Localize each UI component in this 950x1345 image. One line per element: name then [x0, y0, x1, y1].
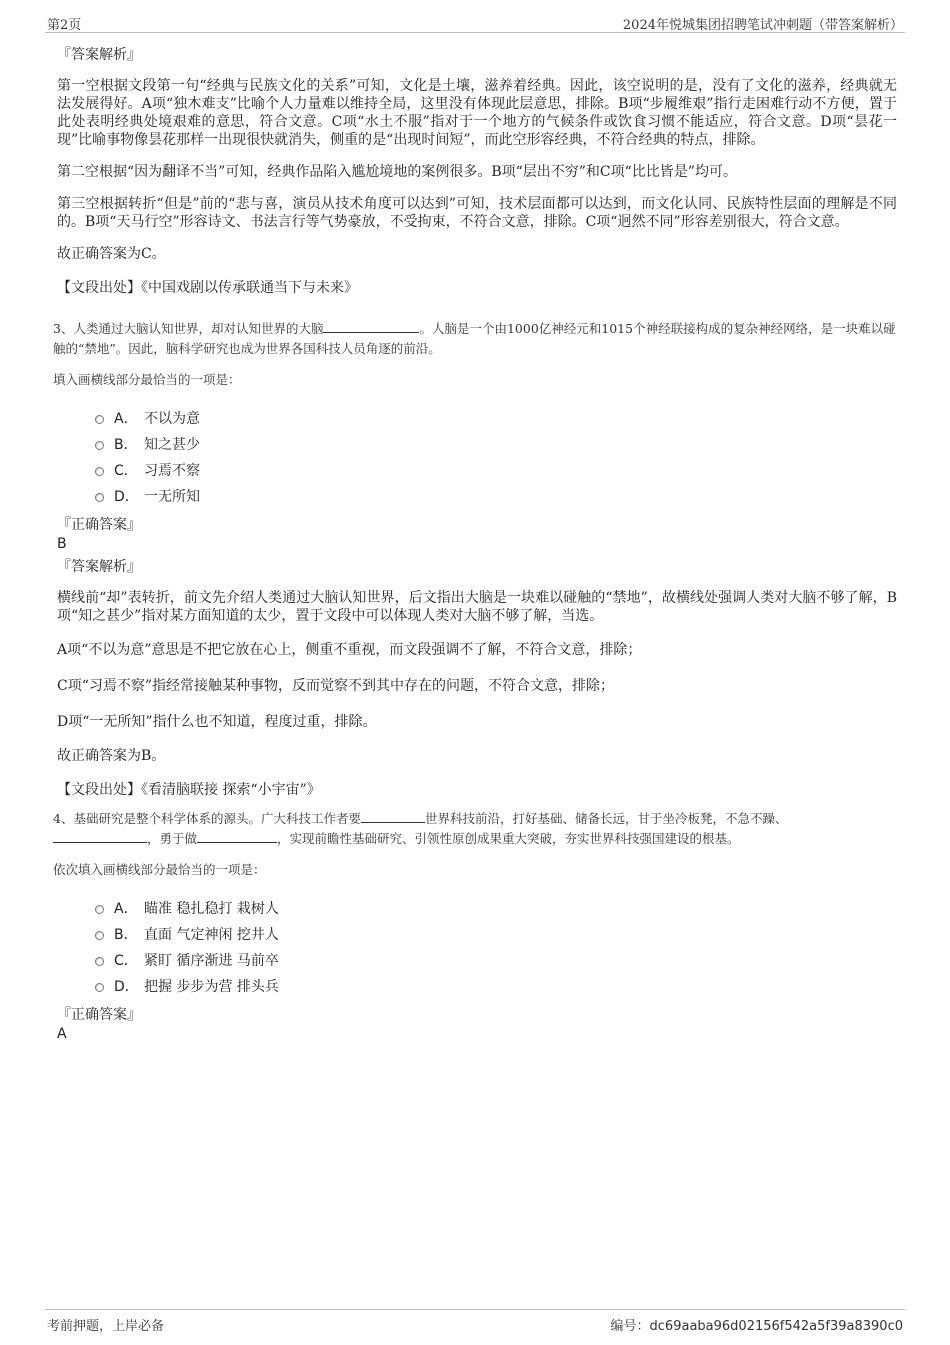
document-title: 2024年悦城集团招聘笔试冲刺题（带答案解析）	[622, 18, 903, 33]
radio-icon[interactable]	[95, 905, 104, 914]
radio-icon[interactable]	[95, 957, 104, 966]
option-text: 直面 气定神闲 挖井人	[144, 927, 279, 943]
code-label: 编号：	[610, 1319, 650, 1334]
q4-blank-1	[361, 810, 425, 823]
q3-conclusion: 故正确答案为B。	[57, 748, 166, 764]
q4-stem-part-4: ，实现前瞻性基础研究、引领性原创成果重大突破，夯实世界科技强国建设的根基。	[277, 831, 740, 846]
radio-icon[interactable]	[95, 415, 104, 424]
option-text: 不以为意	[144, 411, 200, 427]
code-value: dc69aaba96d02156f542a5f39a8390c0	[649, 1319, 903, 1334]
q4-options	[95, 895, 897, 999]
q3-stem-after: 。人脑是一个由1000亿神经元和1015个神经联接构成的复杂神经网络，是一块难以碰触的“禁地”。因此，脑科学研究也成为世界各国科技人员角逐的前沿。	[53, 321, 896, 356]
q4-correct-label: 『正确答案』	[57, 1007, 141, 1023]
q2-analysis-label: 『答案解析』	[57, 47, 141, 63]
footer-slogan: 考前押题，上岸必备	[47, 1319, 165, 1334]
option-text: 瞄准 稳扎稳打 栽树人	[144, 901, 279, 917]
q3-analysis-paragraph-3: C项“习焉不察”指经常接触某种事物，反而觉察不到其中存在的问题，不符合文意，排除；	[57, 678, 615, 694]
q3-correct-answer: B	[57, 536, 67, 552]
option-letter: C．	[114, 463, 138, 479]
q3-source: 【文段出处】《看清脑联接 探索“小宇宙”》	[57, 782, 321, 798]
q3-stem-before: 3、人类通过大脑认知世界，却对认知世界的大脑	[53, 321, 324, 336]
option-text: 把握 步步为营 排头兵	[144, 979, 279, 995]
q4-option-a[interactable]	[95, 895, 897, 921]
q3-analysis-paragraph-4: D项“一无所知”指什么也不知道，程度过重，排除。	[57, 714, 377, 730]
q2-conclusion: 故正确答案为C。	[57, 246, 166, 262]
q4-blank-2	[53, 830, 147, 843]
q4-stem-part-1: 4、基础研究是整个科学体系的源头。广大科技工作者要	[53, 811, 361, 826]
option-text: 知之甚少	[144, 437, 200, 453]
radio-icon[interactable]	[95, 441, 104, 450]
option-letter: B．	[114, 437, 138, 453]
q4-stem-part-3: ，勇于做	[147, 831, 198, 846]
q4-instruction: 依次填入画横线部分最恰当的一项是：	[53, 862, 266, 877]
radio-icon[interactable]	[95, 467, 104, 476]
q2-source: 【文段出处】《中国戏剧以传承联通当下与未来》	[57, 280, 358, 296]
q3-option-d[interactable]	[95, 483, 897, 509]
option-letter: C．	[114, 953, 138, 969]
q3-option-c[interactable]	[95, 457, 897, 483]
q2-analysis-paragraph-1: 第一空根据文段第一句“经典与民族文化的关系”可知，文化是土壤，滋养着经典。因此，该空说明的是，没有了文化的滋养，经典就无法发展得好。A项“独木难支”比喻个人力量难以维持全局，这里没有体现此层意思，排除。B项“步履维艰”指行走困难行动不方便，置于此处表明经典处境艰难的意思，符合文意。C项“水土不服”指对于一个地方的气候条件或饮食习惯不能适应，符合文意。D项“昙花一现”比喻事物像昙花那样一出现很快就消失，侧重的是“出现时间短”，而此空形容经典，不符合经典的特点，排除。	[57, 78, 897, 148]
option-text: 紧盯 循序渐进 马前卒	[144, 953, 279, 969]
radio-icon[interactable]	[95, 493, 104, 502]
q4-blank-3	[197, 830, 277, 843]
radio-icon[interactable]	[95, 983, 104, 992]
q3-analysis-label: 『答案解析』	[57, 559, 141, 575]
q3-option-b[interactable]	[95, 431, 897, 457]
q3-instruction: 填入画横线部分最恰当的一项是：	[53, 372, 241, 387]
q4-option-c[interactable]	[95, 947, 897, 973]
q4-option-d[interactable]	[95, 973, 897, 999]
q4-stem	[53, 809, 897, 849]
option-letter: A．	[114, 901, 138, 917]
q3-analysis-paragraph-2: A项“不以为意”意思是不把它放在心上，侧重不重视，而文段强调不了解，不符合文意，排除；	[57, 642, 642, 658]
option-letter: B．	[114, 927, 138, 943]
q4-option-b[interactable]	[95, 921, 897, 947]
q2-analysis-paragraph-2: 第二空根据“因为翻译不当”可知，经典作品陷入尴尬境地的案例很多。B项“层出不穷”和C项“比比皆是”均可。	[57, 164, 737, 180]
document-body	[53, 45, 897, 1047]
q2-analysis-paragraph-3: 第三空根据转折“但是”前的“悲与喜，演员从技术角度可以达到”可知，技术层面都可以达到，而文化认同、民族特性层面的理解是不同的。B项“天马行空”形容诗文、书法言行等气势豪放，不受拘束，不符合文意，排除。C项“迥然不同”形容差别很大，符合文意。	[57, 196, 897, 230]
option-text: 习焉不察	[144, 463, 200, 479]
page-footer	[45, 1309, 905, 1332]
page-number: 第2页	[47, 18, 82, 33]
option-letter: A．	[114, 411, 138, 427]
q3-stem	[53, 319, 897, 359]
radio-icon[interactable]	[95, 931, 104, 940]
q3-option-a[interactable]	[95, 405, 897, 431]
option-text: 一无所知	[144, 489, 200, 505]
page-header	[45, 10, 905, 33]
q3-analysis-paragraph-1: 横线前“却”表转折，前文先介绍人类通过大脑认知世界，后文指出大脑是一块难以碰触的“禁地”，故横线处强调人类对大脑不够了解，B项“知之甚少”指对某方面知道的太少，置于文段中可以体现人类对大脑不够了解，当选。	[57, 590, 897, 624]
document-code	[611, 1315, 903, 1334]
q4-stem-part-2: 世界科技前沿，打好基础、储备长远，甘于坐冷板凳，不急不躁、	[424, 811, 788, 826]
q3-blank	[323, 320, 419, 333]
option-letter: D．	[114, 489, 139, 505]
q4-correct-answer: A	[57, 1026, 67, 1042]
q3-correct-label: 『正确答案』	[57, 517, 141, 533]
option-letter: D．	[114, 979, 139, 995]
q3-options	[95, 405, 897, 509]
